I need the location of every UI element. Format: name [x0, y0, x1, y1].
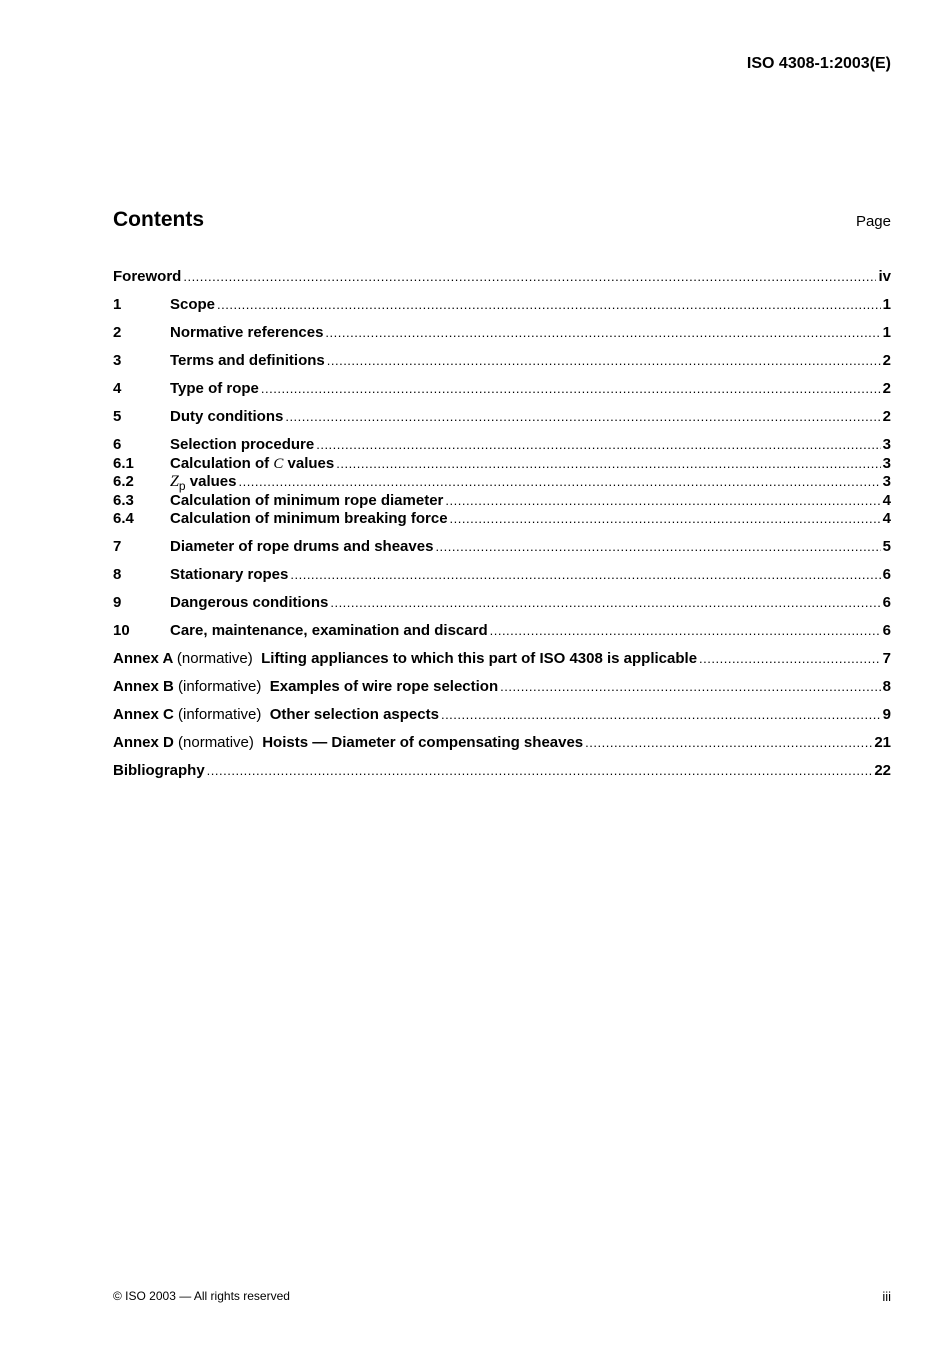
toc-entry-page: 3 [882, 473, 891, 490]
toc-entry-page: 7 [882, 649, 891, 667]
toc-entry-number: 6.2 [113, 473, 134, 490]
toc-entry-page: 5 [882, 537, 891, 555]
toc-entry-title: Scope [170, 296, 216, 313]
toc-entry-page: 2 [882, 408, 891, 425]
toc-entry-bibliography[interactable] [113, 762, 891, 781]
toc-entry-number: 6 [113, 436, 122, 453]
leader-dots [217, 297, 881, 312]
toc-entry-dangerous-conditions[interactable] [113, 594, 891, 613]
leader-dots [435, 539, 880, 554]
contents-heading [113, 208, 891, 232]
toc-entry-title: Type of rope [170, 380, 259, 397]
variable-c: C [273, 455, 284, 472]
toc-entry-page: 4 [882, 491, 891, 509]
leader-dots [316, 437, 880, 452]
toc-entry-title: Duty conditions [170, 408, 284, 425]
toc-entry-number: 9 [113, 593, 122, 611]
annex-kind: (normative) [176, 649, 253, 667]
toc-entry-annex-b[interactable] [113, 678, 891, 697]
toc-entry-title: Foreword [113, 268, 182, 285]
leader-dots [290, 567, 880, 582]
leader-dots [699, 651, 881, 666]
annex-label: Annex D [113, 733, 174, 751]
document-id: ISO 4308-1:2003(E) [746, 55, 891, 72]
toc-entry-title [113, 678, 498, 695]
toc-entry-title: Stationary ropes [170, 565, 289, 583]
leader-dots [445, 493, 880, 508]
toc-entry-number: 2 [113, 324, 122, 341]
title-text: values [185, 473, 237, 490]
annex-title: Other selection aspects [269, 705, 439, 723]
page-number: iii [882, 1289, 891, 1304]
toc-entry-page: iv [878, 268, 891, 285]
copyright-notice: © ISO 2003 — All rights reserved [113, 1289, 290, 1303]
toc-entry-page: 1 [882, 296, 891, 313]
annex-label: Annex A [113, 649, 173, 667]
leader-dots [325, 325, 880, 340]
toc-entry-page: 4 [882, 510, 891, 527]
leader-dots [183, 269, 876, 284]
toc-entry-foreword[interactable] [113, 268, 891, 287]
toc-entry-minimum-rope-diameter[interactable] [113, 492, 891, 511]
toc-entry-number: 4 [113, 380, 122, 397]
toc-entry-selection-procedure[interactable] [113, 436, 891, 455]
contents-title: Contents [113, 208, 204, 231]
leader-dots [330, 595, 880, 610]
toc-entry-page: 3 [882, 436, 891, 453]
toc-entry-page: 21 [874, 733, 891, 751]
toc-entry-annex-d[interactable] [113, 734, 891, 753]
toc-entry-calculation-of-c-values[interactable] [113, 455, 891, 474]
leader-dots [441, 707, 881, 722]
leader-dots [500, 679, 881, 694]
toc-entry-title [170, 473, 236, 493]
page-footer [113, 1289, 891, 1304]
title-text: Calculation of [170, 454, 274, 472]
toc-entry-number: 6.1 [113, 454, 134, 472]
toc-entry-title [170, 455, 334, 473]
leader-dots [490, 623, 881, 638]
toc-entry-minimum-breaking-force[interactable] [113, 510, 891, 529]
toc-entry-title: Calculation of minimum rope diameter [170, 491, 444, 509]
leader-dots [336, 456, 880, 471]
toc-entry-title: Normative references [170, 324, 324, 341]
toc-entry-diameter-of-drums-and-sheaves[interactable] [113, 538, 891, 557]
toc-entry-annex-c[interactable] [113, 706, 891, 725]
toc-entry-title: Bibliography [113, 761, 205, 779]
subscript-p: p [178, 479, 186, 493]
toc-entry-title: Diameter of rope drums and sheaves [170, 537, 434, 555]
leader-dots [285, 409, 880, 424]
title-text: values [283, 454, 335, 472]
leader-dots [238, 474, 880, 489]
annex-kind: (informative) [178, 705, 262, 723]
toc-entry-number: 5 [113, 408, 122, 425]
toc-entry-page: 8 [882, 677, 891, 695]
annex-title: Hoists — Diameter of compensating sheaves [262, 733, 584, 751]
toc-entry-number: 8 [113, 565, 122, 583]
toc-entry-number: 6.3 [113, 491, 134, 509]
toc-entry-terms-and-definitions[interactable] [113, 352, 891, 371]
toc-entry-page: 22 [874, 761, 891, 779]
toc-entry-title [113, 734, 583, 751]
annex-kind: (normative) [178, 733, 254, 751]
table-of-contents [113, 268, 891, 781]
leader-dots [261, 381, 881, 396]
toc-entry-type-of-rope[interactable] [113, 380, 891, 399]
toc-entry-title: Selection procedure [170, 436, 315, 453]
toc-entry-title: Terms and definitions [170, 352, 325, 369]
toc-entry-number: 6.4 [113, 510, 134, 527]
toc-entry-page: 1 [882, 324, 891, 341]
leader-dots [327, 353, 881, 368]
toc-entry-care-maintenance[interactable] [113, 622, 891, 641]
toc-entry-title: Care, maintenance, examination and discard [170, 621, 488, 639]
annex-label: Annex B [113, 677, 174, 695]
toc-entry-title: Dangerous conditions [170, 593, 329, 611]
toc-entry-title: Calculation of minimum breaking force [170, 510, 448, 527]
annex-title: Examples of wire rope selection [269, 677, 499, 695]
toc-entry-number: 10 [113, 621, 130, 639]
toc-entry-title [113, 706, 439, 723]
toc-entry-page: 2 [882, 380, 891, 397]
leader-dots [450, 511, 881, 526]
leader-dots [585, 735, 872, 750]
toc-entry-number: 3 [113, 352, 122, 369]
toc-entry-duty-conditions[interactable] [113, 408, 891, 427]
toc-entry-page: 2 [882, 352, 891, 369]
toc-entry-scope[interactable] [113, 296, 891, 315]
toc-entry-annex-a[interactable] [113, 650, 891, 669]
page-column-label: Page [855, 213, 891, 230]
toc-entry-page: 6 [882, 565, 891, 583]
toc-entry-page: 6 [882, 621, 891, 639]
toc-entry-number: 1 [113, 296, 122, 313]
toc-entry-number: 7 [113, 537, 122, 555]
variable-z: Z [170, 473, 179, 490]
toc-entry-normative-references[interactable] [113, 324, 891, 343]
toc-entry-title [113, 650, 697, 667]
toc-entry-stationary-ropes[interactable] [113, 566, 891, 585]
toc-entry-zp-values[interactable] [113, 473, 891, 492]
annex-label: Annex C [113, 705, 174, 723]
annex-kind: (informative) [178, 677, 262, 695]
annex-title: Lifting appliances to which this part of ISO 4308 is applicable [261, 649, 698, 667]
toc-entry-page: 6 [882, 593, 891, 611]
toc-entry-page: 9 [882, 705, 891, 723]
toc-entry-page: 3 [882, 454, 891, 472]
leader-dots [207, 763, 873, 778]
